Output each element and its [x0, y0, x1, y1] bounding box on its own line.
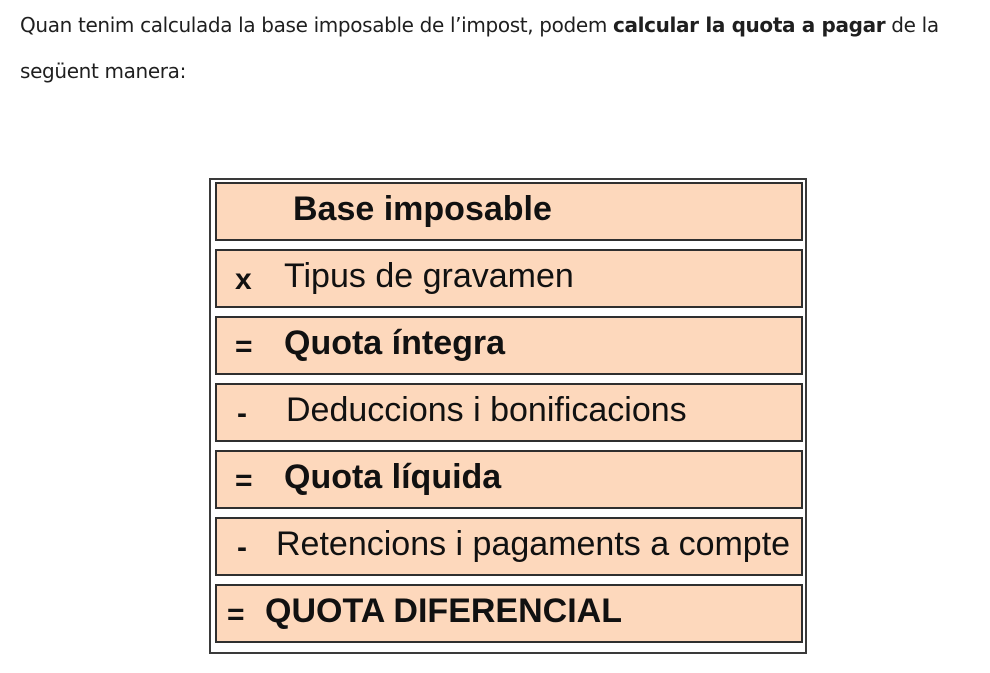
- row-operator: -: [237, 397, 247, 430]
- row-label: Retencions i pagaments a compte: [276, 525, 791, 563]
- row-quota-integra: [215, 316, 803, 375]
- row-label: Quota líquida: [284, 458, 502, 496]
- intro-paragraph: [20, 2, 980, 94]
- row-tipus-gravamen: [215, 249, 803, 308]
- intro-text-bold: calcular la quota a pagar: [612, 13, 886, 37]
- row-quota-liquida: [215, 450, 803, 509]
- row-label: Quota íntegra: [284, 324, 506, 362]
- row-base-imposable: [215, 182, 803, 241]
- row-label: Base imposable: [293, 190, 552, 228]
- row-label: Tipus de gravamen: [284, 257, 574, 295]
- row-operator: x: [235, 263, 252, 296]
- row-retencions: [215, 517, 803, 576]
- row-operator: =: [235, 330, 253, 363]
- row-operator: -: [237, 531, 247, 564]
- row-deduccions: [215, 383, 803, 442]
- row-operator: =: [227, 598, 245, 631]
- row-label: Deduccions i bonificacions: [286, 391, 687, 429]
- intro-text-start: Quan tenim calculada la base imposable de l’impost, podem: [20, 13, 613, 37]
- row-label: QUOTA DIFERENCIAL: [265, 592, 622, 630]
- row-quota-diferencial: [215, 584, 803, 643]
- intro-text-end: de la següent manera:: [20, 13, 939, 83]
- tax-calculation-table: [209, 178, 807, 654]
- row-operator: =: [235, 464, 253, 497]
